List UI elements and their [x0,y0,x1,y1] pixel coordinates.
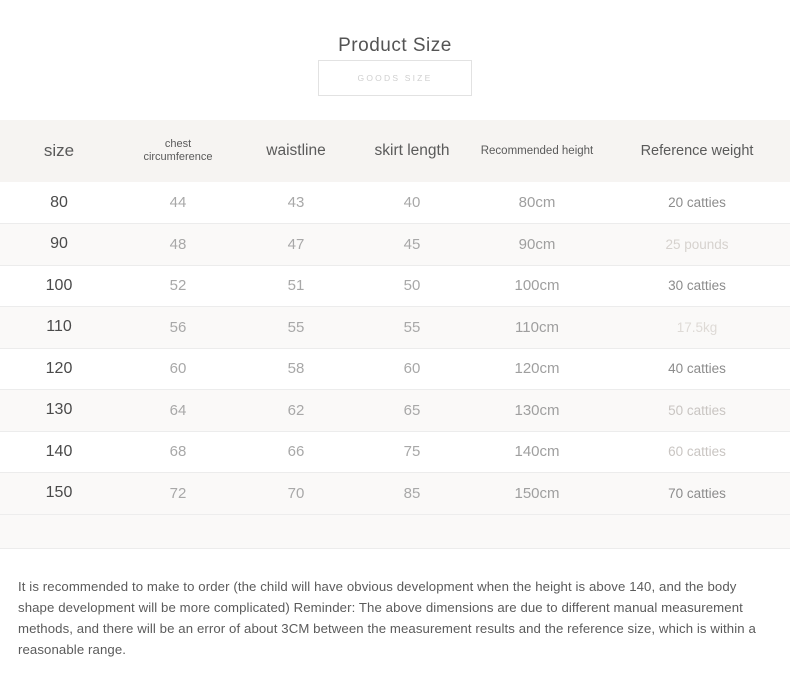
cell-size: 110 [0,307,118,349]
column-header-recommended-height: Recommended height [480,145,594,157]
cell-skirt: 50 [354,265,470,307]
cell-waist: 66 [238,431,354,473]
cell-size: 100 [0,265,118,307]
cell-waist: 47 [238,224,354,266]
cell-skirt: 45 [354,224,470,266]
table-header [0,120,790,182]
table-row [0,182,790,224]
cell-weight: 17.5kg [604,307,790,349]
table-row [0,473,790,515]
cell-weight: 50 catties [604,390,790,432]
cell-chest: 52 [118,265,238,307]
cell-weight: 70 catties [604,473,790,515]
cell-height: 120cm [470,348,604,390]
size-table [0,120,790,515]
cell-chest: 64 [118,390,238,432]
column-header-chest-circumference [118,120,238,182]
cell-height: 130cm [470,390,604,432]
cell-waist: 51 [238,265,354,307]
cell-chest: 48 [118,224,238,266]
cell-height: 150cm [470,473,604,515]
cell-skirt: 40 [354,182,470,224]
cell-weight: 30 catties [604,265,790,307]
cell-size: 80 [0,182,118,224]
cell-weight: 40 catties [604,348,790,390]
note-section [0,548,790,673]
cell-height: 100cm [470,265,604,307]
column-header-reference-weight: Reference weight [640,143,754,159]
cell-size: 130 [0,390,118,432]
cell-waist: 58 [238,348,354,390]
cell-chest: 72 [118,473,238,515]
table-row [0,348,790,390]
cell-waist: 55 [238,307,354,349]
cell-height: 110cm [470,307,604,349]
cell-chest: 56 [118,307,238,349]
cell-chest: 44 [118,182,238,224]
table-row [0,307,790,349]
cell-size: 90 [0,224,118,266]
column-header-chest-line2: circumference [143,151,213,163]
cell-skirt: 75 [354,431,470,473]
cell-height: 90cm [470,224,604,266]
cell-weight: 25 pounds [604,224,790,266]
column-header-size: size [43,141,75,160]
cell-waist: 62 [238,390,354,432]
table-row [0,265,790,307]
cell-skirt: 55 [354,307,470,349]
table-body [0,182,790,514]
cell-weight: 20 catties [604,182,790,224]
title-block [0,34,790,96]
column-header-waistline: waistline [266,142,326,159]
cell-waist: 70 [238,473,354,515]
table-row [0,224,790,266]
table-row [0,390,790,432]
cell-chest: 68 [118,431,238,473]
cell-skirt: 85 [354,473,470,515]
column-header-chest-line1: chest [164,138,192,150]
cell-chest: 60 [118,348,238,390]
page-title: Product Size [338,35,452,56]
column-header-skirt-length: skirt length [374,142,450,159]
size-table-wrapper [0,120,790,515]
measurement-note: It is recommended to make to order (the child will have obvious development when the height is above 140, and the body shape development will be more complicated) Reminder: The above dimensions are due to different manual measurement methods, and there will be an error of about 3CM between the measurement results and the reference size, which is within a reasonable range. [18,579,756,658]
page-subtitle: GOODS SIZE [357,73,433,83]
cell-height: 140cm [470,431,604,473]
table-row [0,431,790,473]
cell-weight: 60 catties [604,431,790,473]
cell-height: 80cm [470,182,604,224]
cell-skirt: 60 [354,348,470,390]
cell-size: 150 [0,473,118,515]
subtitle-box [318,60,472,96]
cell-waist: 43 [238,182,354,224]
cell-size: 120 [0,348,118,390]
cell-skirt: 65 [354,390,470,432]
cell-size: 140 [0,431,118,473]
table-header-row [0,120,790,182]
